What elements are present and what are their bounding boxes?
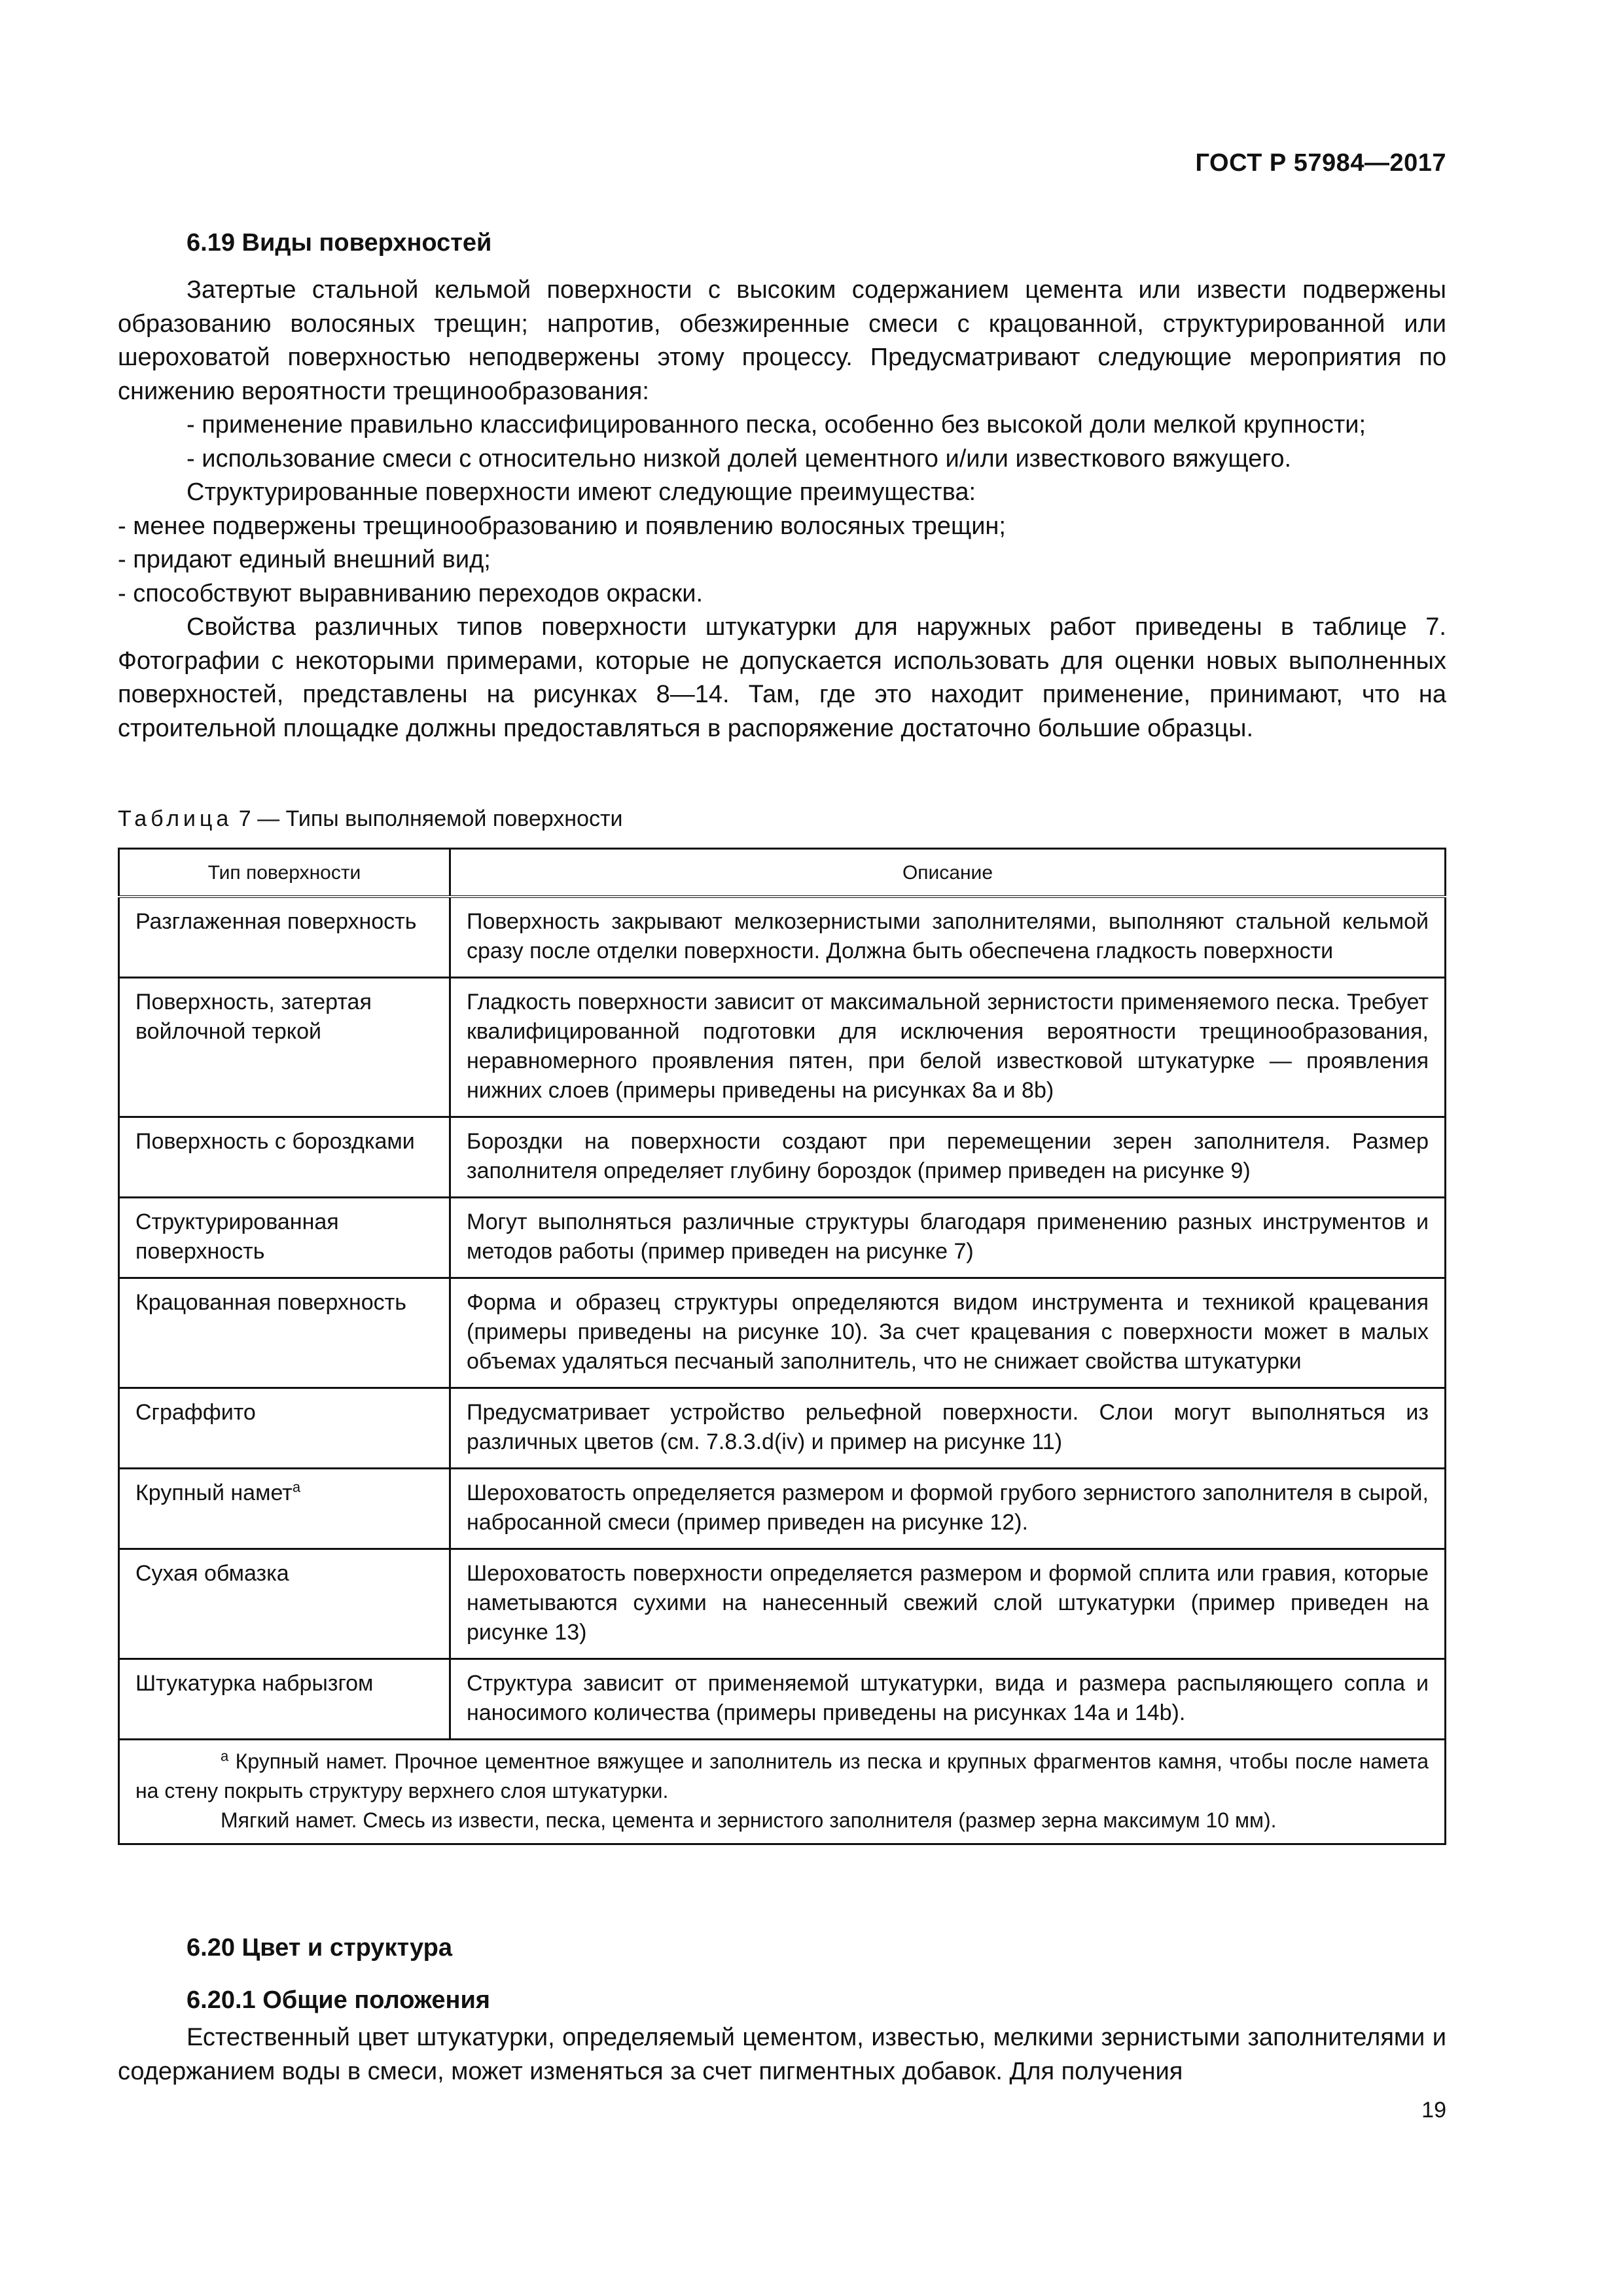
table-row [119, 1549, 1446, 1659]
list-item: - способствуют выравниванию переходов окраски. [118, 579, 704, 607]
table-row [119, 978, 1446, 1117]
page-number: 19 [1421, 2098, 1446, 2123]
cell-type: Разглаженная поверхность [119, 897, 450, 978]
table-row [119, 1278, 1446, 1388]
paragraph: Естественный цвет штукатурки, определяемый цементом, известью, мелкими зернистыми заполнителями и содержанием воды в смеси, может изменяться за счет пигментных добавок. Для получения [118, 2024, 1446, 2085]
surface-types-table [118, 848, 1446, 1845]
cell-description: Предусматривает устройство рельефной поверхности. Слои могут выполняться из различных цветов (см. 7.8.3.d(iv) и пример на рисунке 11) [450, 1388, 1446, 1469]
column-header-type: Тип поверхности [119, 849, 450, 897]
footnote-text: Крупный намет. Прочное цементное вяжущее и заполнитель из песка и крупных фрагментов камня, чтобы после намета на стену покрыть структуру верхнего слоя штукатурки. [135, 1749, 1429, 1803]
cell-type [119, 1469, 450, 1549]
table-row [119, 1659, 1446, 1740]
cell-type: Поверхность с бороздками [119, 1117, 450, 1198]
paragraph: Свойства различных типов поверхности штукатурки для наружных работ приведены в таблице 7. Фотографии с некоторыми примерами, которые не допускается использовать для оценки новых выполненных поверхностей, представлены на рисунках 8—14. Там, где это находит применение, принимают, что на строительной площадке должны предоставляться в распоряжение достаточно большие образцы. [118, 613, 1446, 742]
cell-type-text: Крупный намет [135, 1480, 293, 1505]
table-row [119, 1198, 1446, 1278]
footnote-mark: a [221, 1748, 229, 1765]
footnote-line [135, 1747, 1429, 1806]
cell-type: Поверхность, затертая войлочной теркой [119, 978, 450, 1117]
cell-description: Бороздки на поверхности создают при перемещении зерен заполнителя. Размер заполнителя определяет глубину бороздок (пример приведен на рисунке 9) [450, 1117, 1446, 1198]
cell-description: Шероховатость поверхности определяется размером и формой сплита или гравия, которые наметываются сухими на нанесенный свежий слой штукатурки (пример приведен на рисунке 13) [450, 1549, 1446, 1659]
section-6-20-1-body [118, 2021, 1446, 2089]
footnote-ref: a [292, 1479, 301, 1496]
cell-description: Шероховатость определяется размером и формой грубого зернистого заполнителя в сырой, набросанной смеси (пример приведен на рисунке 12). [450, 1469, 1446, 1549]
table-row [119, 897, 1446, 978]
cell-description: Гладкость поверхности зависит от максимальной зернистости применяемого песка. Требует квалифицированной подготовки для исключения вероятности трещинообразования, неравномерного проявления пятен, при белой известковой штукатурке — проявления нижних слоев (примеры приведены на рисунках 8a и 8b) [450, 978, 1446, 1117]
column-header-description: Описание [450, 849, 1446, 897]
table-row [119, 1117, 1446, 1198]
list-item: - придают единый внешний вид; [118, 546, 491, 573]
table-footnote [119, 1740, 1446, 1844]
cell-type: Структурированная поверхность [119, 1198, 450, 1278]
list-item: - использование смеси с относительно низкой долей цементного и/или известкового вяжущего. [187, 444, 1292, 473]
cell-description: Форма и образец структуры определяются видом инструмента и техникой крацевания (примеры приведены на рисунке 10). За счет крацевания с поверхности может в малых объемах удаляться песчаный заполнитель, что не снижает свойства штукатурки [450, 1278, 1446, 1388]
footnote-line: Мягкий намет. Смесь из извести, песка, цемента и зернистого заполнителя (размер зерна максимум 10 мм). [221, 1808, 1277, 1832]
table-caption-text: 7 — Типы выполняемой поверхности [232, 806, 623, 831]
list-item: - применение правильно классифицированного песка, особенно без высокой доли мелкой крупности; [187, 411, 1366, 439]
table-row [119, 1388, 1446, 1469]
cell-description: Поверхность закрывают мелкозернистыми заполнителями, выполняют стальной кельмой сразу после отделки поверхности. Должна быть обеспечена гладкость поверхности [450, 897, 1446, 978]
table-footnote-row [119, 1740, 1446, 1844]
section-6-20-title: 6.20 Цвет и структура [187, 1934, 452, 1962]
cell-description: Структура зависит от применяемой штукатурки, вида и размера распыляющего сопла и наносимого количества (примеры приведены на рисунках 14a и 14b). [450, 1659, 1446, 1740]
cell-description: Могут выполняться различные структуры благодаря применению разных инструментов и методов работы (пример приведен на рисунке 7) [450, 1198, 1446, 1278]
document-code: ГОСТ Р 57984—2017 [1195, 149, 1446, 177]
cell-type: Сграффито [119, 1388, 450, 1469]
table-caption-label: Таблица [118, 806, 233, 831]
paragraph: Структурированные поверхности имеют следующие преимущества: [187, 478, 976, 506]
cell-type: Сухая обмазка [119, 1549, 450, 1659]
cell-type: Штукатурка набрызгом [119, 1659, 450, 1740]
table-caption [118, 806, 623, 832]
cell-type: Крацованная поверхность [119, 1278, 450, 1388]
list-item: - менее подвержены трещинообразованию и появлению волосяных трещин; [118, 512, 1006, 540]
section-6-19-title: 6.19 Виды поверхностей [187, 229, 492, 257]
section-6-19-body [118, 274, 1446, 745]
paragraph: Затертые стальной кельмой поверхности с высоким содержанием цемента или извести подвержены образованию волосяных трещин; напротив, обезжиренные смеси с крацованной, структурированной или шероховатой поверхностью неподвержены этому процессу. Предусматривают следующие мероприятия по снижению вероятности трещинообразования: [118, 276, 1446, 405]
section-6-20-1-title: 6.20.1 Общие положения [187, 1986, 490, 2014]
table-header-row [119, 849, 1446, 897]
table-row [119, 1469, 1446, 1549]
